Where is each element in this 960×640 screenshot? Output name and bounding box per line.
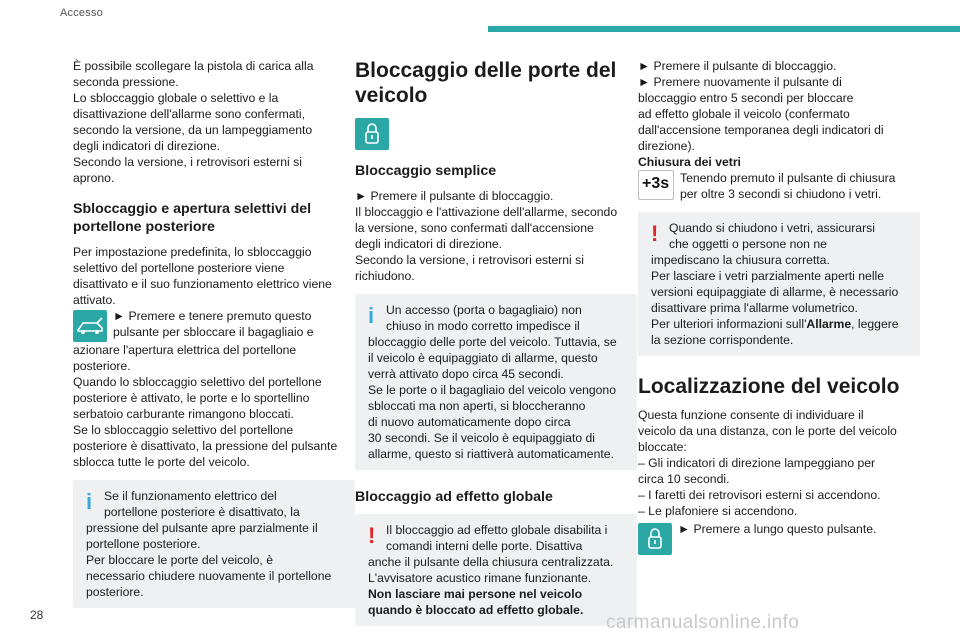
tailgate-open-icon	[73, 310, 107, 342]
c1-heading-line1: Sbloccaggio e apertura selettivi del	[73, 201, 312, 217]
c3-warn-1: Quando si chiudono i vetri, assicurarsi	[669, 221, 875, 235]
c2-simple-2: Il bloccaggio e l'attivazione dell'allarme, secondo	[355, 205, 618, 219]
c2-warn-2: comandi interni delle porte. Disattiva	[386, 539, 583, 553]
c3-intro-4: ad effetto globale il veicolo (confermato	[638, 107, 850, 121]
c3-windows-2: per oltre 3 secondi si chiudono i vetri.	[680, 187, 882, 201]
c2-note-4: il veicolo è equipaggiato di allarme, questo	[368, 351, 598, 365]
c2-warn-1: Il bloccaggio ad effetto globale disabilita i	[386, 523, 608, 537]
c2-simple-6: richiudono.	[355, 269, 415, 283]
c1-note-6: necessario chiudere nuovamente il portellone	[86, 569, 332, 583]
c3-intro-1: ► Premere il pulsante di bloccaggio.	[638, 59, 837, 73]
c3-warn-3: impediscano la chiusura corretta.	[651, 253, 830, 267]
c1-icon-text-2: pulsante per sbloccare il bagagliaio e	[113, 325, 314, 339]
c1-para2-6: Se lo sbloccaggio selettivo del portellone	[73, 423, 294, 437]
c3-title-locate: Localizzazione del veicolo	[638, 375, 900, 398]
c2-simple-4: degli indicatori di direzione.	[355, 237, 503, 251]
c2-simple-3: la versione, sono confermati dall'accensione	[355, 221, 594, 235]
c3-locate-1: Questa funzione consente di individuare il	[638, 408, 864, 422]
c1-intro-5: secondo la versione, da un lampeggiamento	[73, 123, 313, 137]
c2-note-2: chiuso in modo corretto impedisce il	[386, 319, 580, 333]
lock-icon	[638, 523, 672, 555]
c3-warn-6: disattivare prima l'allarme volumetrico.	[651, 301, 858, 315]
c1-intro-6: degli indicatori di direzione.	[73, 139, 221, 153]
c1-para2-4: posteriore è attivato, le porte e lo sportellino	[73, 391, 310, 405]
c3-warn-5: versioni equipaggiate di allarme, è necessario	[651, 285, 899, 299]
c1-para2-1: azionare l'apertura elettrica del portellone	[73, 343, 297, 357]
c3-intro-6: direzione).	[638, 139, 695, 153]
c3-warn-7	[651, 316, 912, 332]
c3-windows-1: Tenendo premuto il pulsante di chiusura	[680, 171, 896, 185]
section-title: Accesso	[60, 7, 103, 19]
c2-warn-3: anche il pulsante della chiusura centralizzata.	[368, 555, 614, 569]
c2-warn-bold-2: quando è bloccato ad effetto globale.	[368, 603, 584, 617]
c3-warning-note	[638, 212, 920, 356]
c3-heading-windows: Chiusura dei vetri	[638, 155, 741, 169]
c2-title-line2: veicolo	[355, 84, 428, 107]
c3-locate-7: – Le plafoniere si accendono.	[638, 504, 798, 518]
c3-locate-3: bloccate:	[638, 440, 687, 454]
c3-warn-7-pre: Per ulteriori informazioni sull'	[651, 317, 807, 331]
hold-3s-icon	[638, 170, 674, 200]
c1-para1-4: attivato.	[73, 293, 116, 307]
column-2	[355, 58, 637, 626]
c1-para2-3: Quando lo sbloccaggio selettivo del portellone	[73, 375, 322, 389]
c2-note-5: verrà attivato dopo circa 45 secondi.	[368, 367, 564, 381]
c2-note-3: bloccaggio delle porte del veicolo. Tuttavia, se	[368, 335, 617, 349]
c1-para1-1: Per impostazione predefinita, lo sbloccaggio	[73, 245, 312, 259]
c1-para2-2: posteriore.	[73, 359, 131, 373]
c1-intro-2: seconda pressione.	[73, 75, 179, 89]
info-icon: i	[86, 489, 93, 514]
c2-note-9: 30 secondi. Se il veicolo è equipaggiato di	[368, 431, 595, 445]
c2-simple-5: Secondo la versione, i retrovisori esterni si	[355, 253, 584, 267]
c2-warn-4: L'avvisatore acustico rimane funzionante.	[368, 571, 592, 585]
c2-simple-1: ► Premere il pulsante di bloccaggio.	[355, 189, 554, 203]
c2-note-7: sbloccati ma non aperti, si bloccheranno	[368, 399, 586, 413]
c3-locate-4: – Gli indicatori di direzione lampeggiano per	[638, 456, 876, 470]
c3-locate-5: circa 10 secondi.	[638, 472, 730, 486]
c1-note-2: portellone posteriore è disattivato, la	[104, 505, 300, 519]
c2-note-10: allarme, questo si riattiverà automaticamente.	[368, 447, 614, 461]
c3-intro-3: bloccaggio entro 5 secondi per bloccare	[638, 91, 854, 105]
c2-title	[355, 58, 637, 108]
c1-heading	[73, 200, 355, 236]
c3-locate-2: veicolo da una distanza, con le porte del veicolo	[638, 424, 897, 438]
c3-warn-2: che oggetti o persone non ne	[669, 237, 827, 251]
c2-heading-global: Bloccaggio ad effetto globale	[355, 489, 553, 505]
column-1	[73, 58, 355, 608]
info-icon: i	[368, 303, 375, 328]
c1-para1-2: selettivo del portellone posteriore viene	[73, 261, 285, 275]
c3-warn-4: Per lasciare i vetri parzialmente aperti nelle	[651, 269, 885, 283]
c1-intro-4: disattivazione dell'allarme sono confermati,	[73, 107, 305, 121]
c2-note-1: Un accesso (porta o bagagliaio) non	[386, 303, 582, 317]
header-accent-bar	[488, 26, 960, 32]
c1-para2-8: sblocca tutte le porte del veicolo.	[73, 455, 250, 469]
c3-warn-7-post: , leggere	[851, 317, 899, 331]
c2-info-note	[355, 294, 637, 470]
c1-icon-text-1: ► Premere e tenere premuto questo	[113, 309, 312, 323]
hold-3s-label: +3s	[642, 175, 670, 192]
c2-warn-bold-1: Non lasciare mai persone nel veicolo	[368, 587, 583, 601]
c1-para2-7: posteriore è disattivato, la pressione del pulsante	[73, 439, 338, 453]
watermark: carmanualsonline.info	[606, 612, 800, 633]
c1-note-4: portellone posteriore.	[86, 537, 201, 551]
locate-icon-row	[638, 521, 920, 555]
c1-info-note	[73, 480, 355, 608]
c3-warn-8: la sezione corrispondente.	[651, 333, 794, 347]
c3-intro-2: ► Premere nuovamente il pulsante di	[638, 75, 842, 89]
c1-heading-line2: portellone posteriore	[73, 219, 215, 235]
tailgate-icon-row	[73, 308, 355, 342]
c1-intro-7: Secondo la versione, i retrovisori esterni si	[73, 155, 302, 169]
c1-intro-1: È possibile scollegare la pistola di carica alla	[73, 59, 314, 73]
lock-icon	[355, 118, 389, 150]
c3-locate-icon-text: ► Premere a lungo questo pulsante.	[678, 522, 877, 536]
column-3	[638, 58, 920, 555]
warning-icon: !	[651, 221, 659, 246]
c2-note-8: di nuovo automaticamente dopo circa	[368, 415, 571, 429]
c1-intro-3: Lo sbloccaggio globale o selettivo e la	[73, 91, 279, 105]
c2-heading-simple: Bloccaggio semplice	[355, 163, 497, 179]
c1-note-1: Se il funzionamento elettrico del	[104, 489, 277, 503]
c1-intro-8: aprono.	[73, 171, 115, 185]
c1-note-7: posteriore.	[86, 585, 144, 599]
alarm-reference: Allarme	[806, 317, 852, 331]
c3-intro-5: dall'accensione temporanea degli indicatori di	[638, 123, 884, 137]
c1-note-5: Per bloccare le porte del veicolo, è	[86, 553, 273, 567]
c1-para2-5: serbatoio carburante rimangono bloccati.	[73, 407, 294, 421]
c2-title-line1: Bloccaggio delle porte del	[355, 59, 617, 82]
c1-para1-3: disattivato e il suo funzionamento elettrico viene	[73, 277, 332, 291]
c2-note-6: Se le porte o il bagagliaio del veicolo vengono	[368, 383, 616, 397]
page-number: 28	[30, 608, 44, 622]
c1-note-3: pressione del pulsante apre parzialmente il	[86, 521, 318, 535]
windows-icon-row	[638, 170, 920, 202]
c2-warning-note	[355, 514, 637, 626]
warning-icon: !	[368, 523, 376, 548]
c3-locate-6: – I faretti dei retrovisori esterni si accendono.	[638, 488, 881, 502]
